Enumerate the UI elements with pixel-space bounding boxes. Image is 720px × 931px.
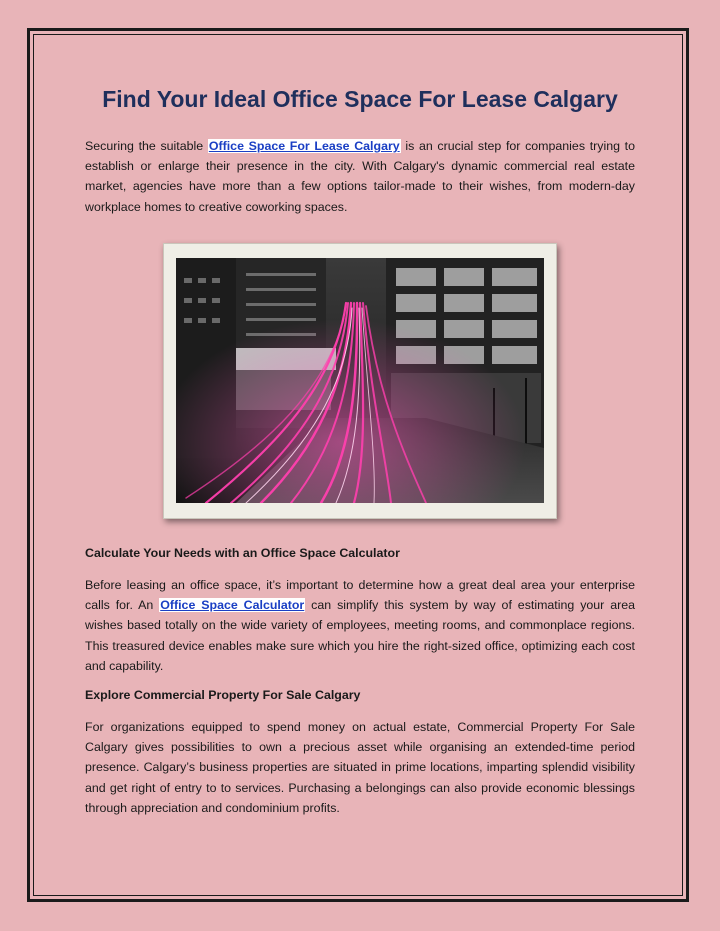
office-space-lease-link[interactable]: Office Space For Lease Calgary [208, 139, 400, 153]
office-space-calculator-link[interactable]: Office Space Calculator [160, 598, 305, 613]
photo-frame [163, 243, 557, 519]
city-light-trails-image [176, 258, 544, 503]
calculator-text-end: can simplify this system by way of estimating your area wishes based totally on the wide variety of employees, meeting rooms, and commonplace regions. This treasured device enables make sure which you hire the right-sized office, optimizing each cost and capability. [85, 598, 636, 673]
page-title: Find Your Ideal Office Space For Lease Calgary [102, 86, 618, 112]
calculator-heading: Calculate Your Needs with an Office Space Calculator [85, 546, 400, 560]
calculator-text-start: Before leasing an office space, it’s important to determine how a great deal area your enterprise calls for. An [85, 578, 635, 613]
commercial-property-heading: Explore Commercial Property For Sale Calgary [85, 688, 361, 702]
calculator-paragraph [85, 575, 635, 676]
commercial-property-paragraph: For organizations equipped to spend money on actual estate, Commercial Property For Sale Calgary gives possibilities to own a precious asset while organising an extended-time period presence. Calgary’s business properties are situated in prime locations, imparting splendid visibility and get right of entry to to services. Purchasing a belongings can also provide economic blessings through appreciation and condominium profits. [85, 720, 635, 815]
intro-text-start: Securing the suitable [85, 139, 208, 153]
intro-paragraph [85, 136, 635, 217]
intro-text-end: is an crucial step for companies trying to establish or enlarge their presence in the city. With Calgary's dynamic commercial real estate market, agencies have more than a few options tailor-made to their wishes, from modern-day workplace homes to creative coworking spaces. [85, 139, 635, 214]
